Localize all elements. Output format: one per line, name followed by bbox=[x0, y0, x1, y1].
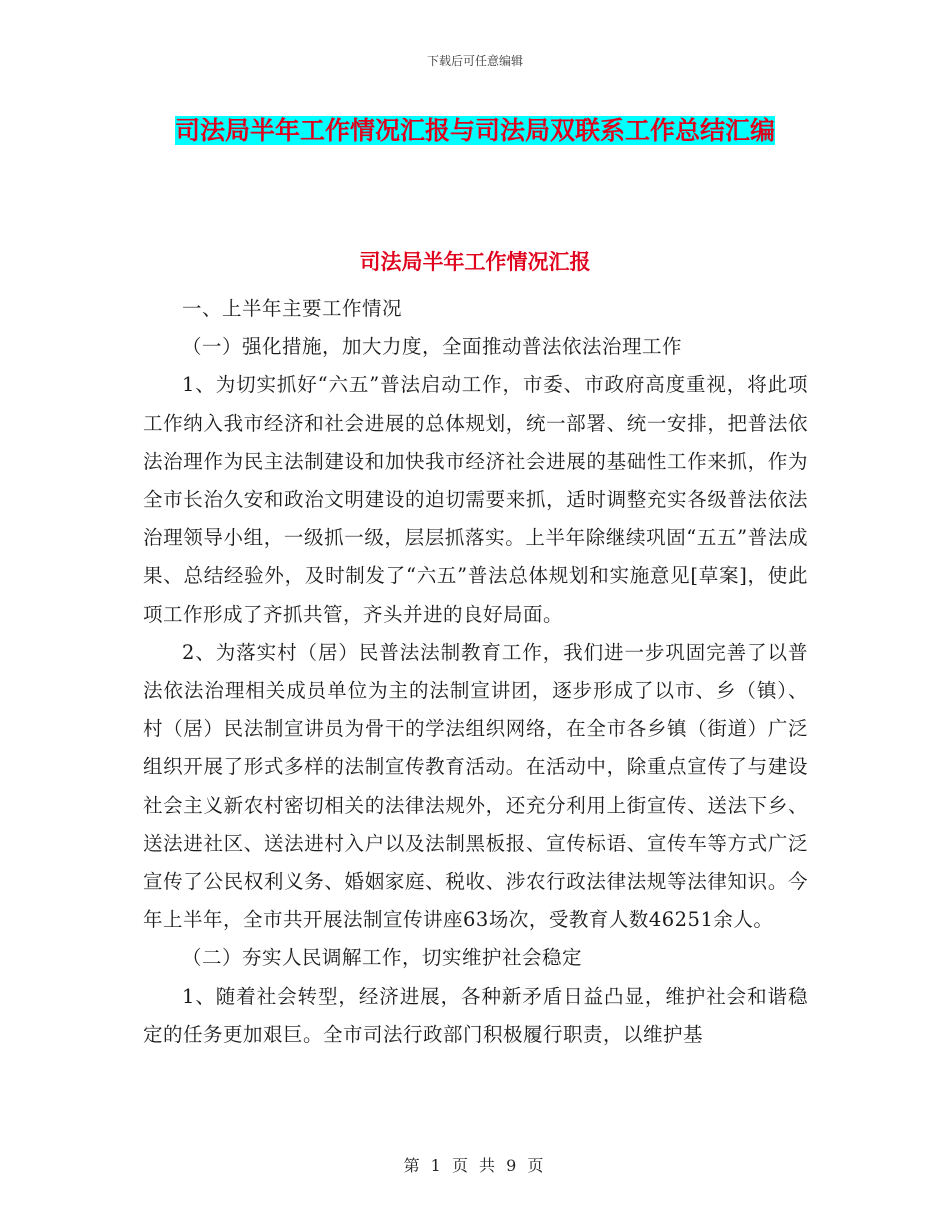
body-paragraph: 1、随着社会转型，经济进展，各种新矛盾日益凸显，维护社会和谐稳定的任务更加艰巨。全市司法行政部门积极履行职责，以维护基 bbox=[143, 984, 808, 1046]
body-paragraph: 1、为切实抓好“六五”普法启动工作，市委、市政府高度重视，将此项工作纳入我市经济和社会进展的总体规划，统一部署、统一安排，把普法依法治理作为民主法制建设和加快我市经济社会进展的基础性工作来抓，作为全市长治久安和政治文明建设的迫切需要来抓，适时调整充实各级普法依法治理领导小组，一级抓一级，层层抓落实。上半年除继续巩固“五五”普法成果、总结经验外，及时制发了“六五”普法总体规划和实施意见[草案]，使此项工作形成了齐抓共管，齐头并进的良好局面。 bbox=[143, 373, 808, 626]
subsection-heading: （二）夯实人民调解工作，切实维护社会稳定 bbox=[182, 946, 583, 970]
body-paragraph: 2、为落实村（居）民普法法制教育工作，我们进一步巩固完善了以普法依法治理相关成员单位为主的法制宣讲团，逐步形成了以市、乡（镇）、村（居）民法制宣讲员为骨干的学法组织网络，在全市各乡镇（街道）广泛组织开展了形式多样的法制宣传教育活动。在活动中，除重点宣传了与建设社会主义新农村密切相关的法律法规外，还充分利用上街宣传、送法下乡、送法进社区、送法进村入户以及法制黑板报、宣传标语、宣传车等方式广泛宣传了公民权利义务、婚姻家庭、税收、涉农行政法律法规等法律知识。今年上半年，全市共开展法制宣传讲座63场次，受教育人数46251余人。 bbox=[143, 640, 808, 932]
section-heading: 一、上半年主要工作情况 bbox=[182, 297, 403, 320]
subsection-heading: （一）强化措施，加大力度，全面推动普法依法治理工作 bbox=[182, 335, 683, 359]
header-note: 下载后可任意编辑 bbox=[426, 54, 523, 68]
document-main-title bbox=[140, 108, 810, 154]
document-body bbox=[143, 290, 808, 1054]
document-sub-title: 司法局半年工作情况汇报 bbox=[359, 250, 591, 274]
page-number: 第 1 页 共 9 页 bbox=[403, 1156, 547, 1175]
main-title-text: 司法局半年工作情况汇报与司法局双联系工作总结汇编 bbox=[174, 116, 775, 145]
